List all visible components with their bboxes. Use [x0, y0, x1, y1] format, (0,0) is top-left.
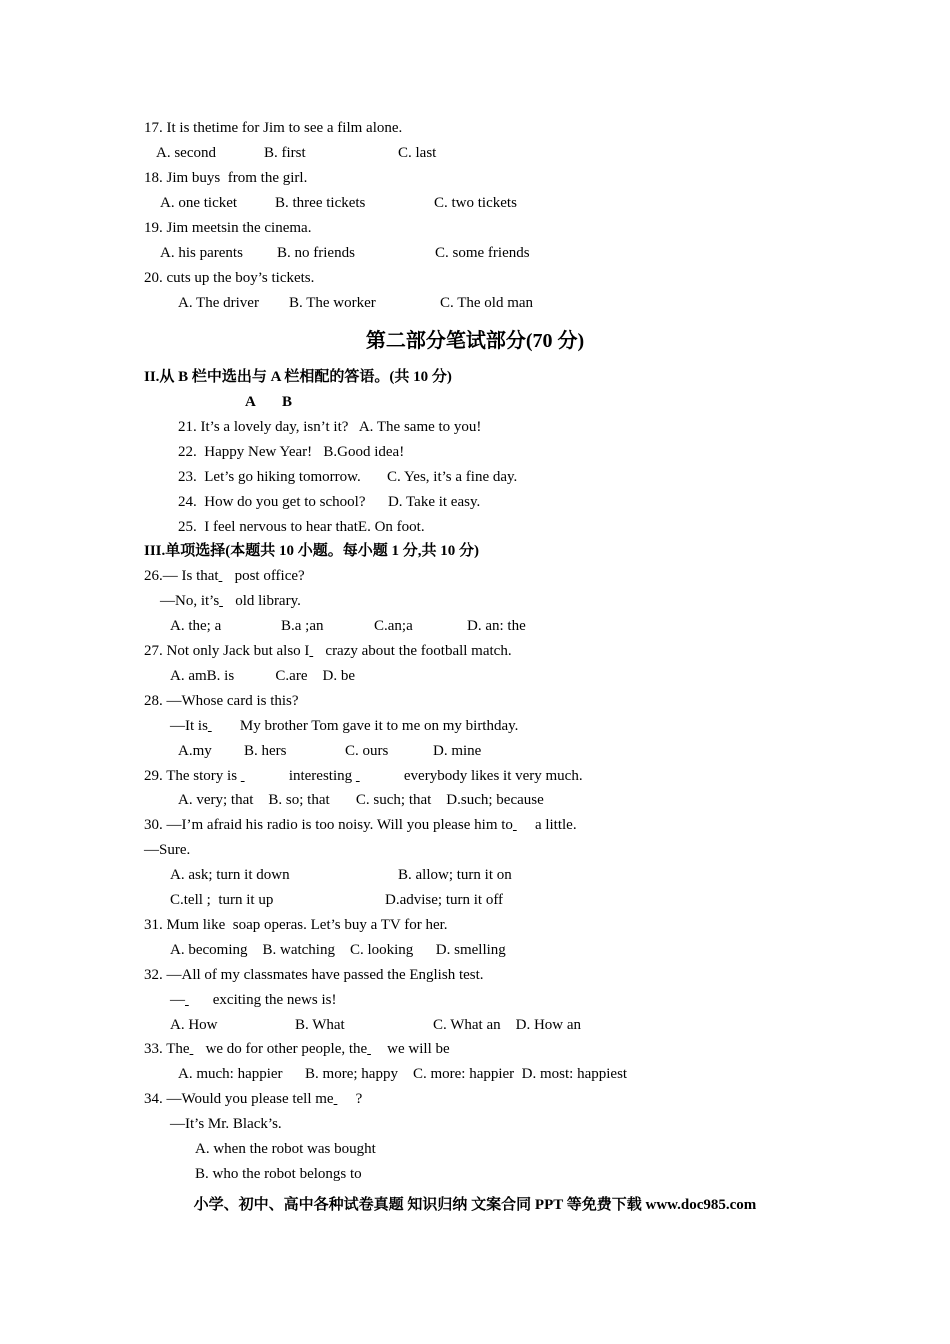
- q17-option-a: A. second: [156, 145, 216, 161]
- q30-option-d: D.advise; turn it off: [385, 892, 504, 908]
- q31-stem: 31. Mum like soap operas. Let’s buy a TV for her.: [144, 917, 448, 933]
- q30-stem: 30. —I’m afraid his radio is too noisy. Will you please him to a little.: [144, 817, 577, 833]
- q18-option-c: C. two tickets: [434, 195, 517, 211]
- q17-option-b: B. first: [264, 145, 306, 161]
- q27-options: A. amB. is C.are D. be: [170, 668, 355, 684]
- match-row-24: 24. How do you get to school? D. Take it easy.: [178, 494, 481, 510]
- q29-stem: 29. The story is interesting everybody likes it very much.: [144, 768, 583, 784]
- q20-option-a: A. The driver: [178, 295, 259, 311]
- q34-stem: 34. —Would you please tell me ?: [144, 1091, 363, 1107]
- q32-option-cd: C. What an D. How an: [433, 1017, 582, 1033]
- q19-option-b: B. no friends: [277, 245, 355, 261]
- section3-heading: III.单项选择(本题共 10 小题。每小题 1 分,共 10 分): [144, 543, 480, 559]
- q32-reply: — exciting the news is!: [170, 992, 337, 1008]
- q20-option-c: C. The old man: [440, 295, 534, 311]
- section2-column-b: B: [282, 394, 293, 410]
- q26-stem: 26.— Is that post office?: [144, 568, 305, 584]
- q32-option-b: B. What: [295, 1017, 345, 1033]
- page-footer: 小学、初中、高中各种试卷真题 知识归纳 文案合同 PPT 等免费下载 www.doc985.com: [193, 1197, 757, 1213]
- q30-option-c: C.tell ; turn it up: [170, 892, 274, 908]
- q26-option-a: A. the; a: [170, 618, 222, 634]
- q26-option-b: B.a ;an: [281, 618, 324, 634]
- match-row-22: 22. Happy New Year! B.Good idea!: [178, 444, 405, 460]
- match-row-25: 25. I feel nervous to hear thatE. On foot.: [178, 519, 425, 535]
- q34-reply: —It’s Mr. Black’s.: [170, 1116, 282, 1132]
- q27-stem: 27. Not only Jack but also I crazy about the football match.: [144, 643, 512, 659]
- q20-stem: 20. cuts up the boy’s tickets.: [144, 270, 315, 286]
- q19-stem: 19. Jim meetsin the cinema.: [144, 220, 312, 236]
- q20-option-b: B. The worker: [289, 295, 376, 311]
- q33-stem: 33. The we do for other people, the we will be: [144, 1041, 450, 1057]
- section2-column-a: A: [245, 394, 256, 410]
- q34-option-a: A. when the robot was bought: [195, 1141, 376, 1157]
- q30-option-b: B. allow; turn it on: [398, 867, 512, 883]
- q28-option-d: D. mine: [433, 743, 482, 759]
- part2-title: 第二部分笔试部分(70 分): [365, 330, 585, 352]
- q32-option-a: A. How: [170, 1017, 218, 1033]
- q28-option-c: C. ours: [345, 743, 389, 759]
- q18-option-b: B. three tickets: [275, 195, 366, 211]
- match-row-23: 23. Let’s go hiking tomorrow. C. Yes, it’s a fine day.: [178, 469, 518, 485]
- q28-option-a: A.my: [178, 743, 212, 759]
- q18-stem: 18. Jim buys from the girl.: [144, 170, 308, 186]
- q19-option-c: C. some friends: [435, 245, 530, 261]
- q17-stem: 17. It is thetime for Jim to see a film alone.: [144, 120, 403, 136]
- q30-option-a: A. ask; turn it down: [170, 867, 290, 883]
- q28-stem: 28. —Whose card is this?: [144, 693, 299, 709]
- q33-options: A. much: happier B. more; happy C. more: happier D. most: happiest: [178, 1066, 628, 1082]
- q18-option-a: A. one ticket: [160, 195, 238, 211]
- q26-option-d: D. an: the: [467, 618, 526, 634]
- q34-option-b: B. who the robot belongs to: [195, 1166, 362, 1182]
- q31-options: A. becoming B. watching C. looking D. smelling: [170, 942, 506, 958]
- q17-option-c: C. last: [398, 145, 437, 161]
- q28-option-b: B. hers: [244, 743, 287, 759]
- q28-reply: —It is My brother Tom gave it to me on my birthday.: [170, 718, 519, 734]
- q26-option-c: C.an;a: [374, 618, 413, 634]
- q29-options: A. very; that B. so; that C. such; that D.such; because: [178, 792, 544, 808]
- q30-reply: —Sure.: [144, 842, 191, 858]
- section2-heading: II.从 B 栏中选出与 A 栏相配的答语。(共 10 分): [144, 369, 452, 385]
- q19-option-a: A. his parents: [160, 245, 243, 261]
- q32-stem: 32. —All of my classmates have passed the English test.: [144, 967, 484, 983]
- match-row-21: 21. It’s a lovely day, isn’t it? A. The same to you!: [178, 419, 482, 435]
- q26-reply: —No, it’s old library.: [160, 593, 301, 609]
